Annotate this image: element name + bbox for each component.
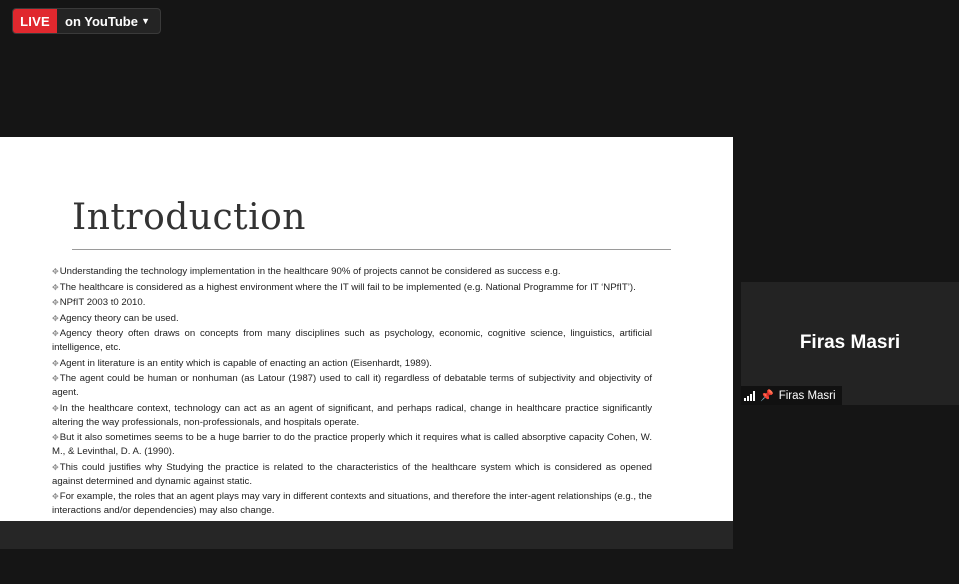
- diamond-bullet-icon: ✥: [52, 492, 59, 501]
- slide-bullet: ✥In the healthcare context, technology can act as an agent of significant, and perhaps radical, change in healthcare practice significantly altering the way professionals, non-professionals, and hospitals operate.: [52, 402, 652, 428]
- slide-bullet: ✥For example, the roles that an agent plays may vary in different contexts and situations, and therefore the inter-agent relationships (e.g., the interactions and/or dependencies) may also change.: [52, 491, 653, 516]
- diamond-bullet-icon: ✥: [52, 358, 59, 368]
- slide-bullet-list: [48, 265, 652, 520]
- slide-bullet: ✥The agent could be human or nonhuman (as Latour (1987) used to call it) regardless of debatable terms of subjectivity and objectivity of agent.: [52, 373, 652, 398]
- diamond-bullet-icon: ✥: [52, 329, 59, 338]
- shared-screen-slide: [0, 137, 733, 521]
- slide-bullet: ✥This could justifies why Studying the practice is related to the characteristics of the healthcare system which is considered as opened against determined and dynamic against static.: [52, 461, 652, 487]
- signal-strength-icon: [744, 391, 755, 401]
- live-stream-button[interactable]: [12, 8, 161, 34]
- pin-icon: 📌: [760, 390, 774, 402]
- slide-bottom-overlay: [0, 521, 733, 549]
- diamond-bullet-icon: ✥: [52, 298, 59, 307]
- participant-name-label: [741, 386, 842, 405]
- diamond-bullet-icon: ✥: [52, 374, 59, 383]
- slide-bullet: ✥Understanding the technology implementation in the healthcare 90% of projects cannot be considered as success e.g.: [52, 266, 561, 277]
- slide-bullet: ✥But it also sometimes seems to be a huge barrier to do the practice properly which it requires what is called absorptive capacity Cohen, W. M., & Levinthal, D. A. (1990).: [52, 432, 652, 457]
- participant-label-text: Firas Masri: [778, 389, 836, 402]
- diamond-bullet-icon: ✥: [52, 282, 59, 292]
- live-badge: LIVE: [13, 9, 57, 33]
- diamond-bullet-icon: ✥: [52, 462, 59, 472]
- participant-video-tile[interactable]: [741, 282, 959, 405]
- diamond-bullet-icon: ✥: [52, 403, 59, 413]
- chevron-down-icon[interactable]: ▼: [141, 16, 150, 26]
- slide-bullet: ✥Agency theory can be used.: [52, 312, 179, 324]
- diamond-bullet-icon: ✥: [52, 267, 59, 276]
- diamond-bullet-icon: ✥: [52, 313, 59, 323]
- title-divider: [72, 249, 671, 250]
- live-platform-label: on YouTube: [65, 13, 138, 29]
- participant-display-name: Firas Masri: [799, 332, 901, 353]
- diamond-bullet-icon: ✥: [52, 433, 59, 442]
- slide-bullet: ✥Agent in literature is an entity which is capable of enacting an action (Eisenhardt, 1989).: [52, 357, 432, 369]
- slide-bullet: ✥NPfIT 2003 t0 2010.: [52, 297, 146, 308]
- slide-bullet: ✥Agency theory often draws on concepts from many disciplines such as psychology, economic, cognitive science, linguistics, artificial intelligence, etc.: [52, 328, 652, 353]
- slide-bullet: ✥The healthcare is considered as a highest environment where the IT will fail to be implemented (e.g. National Programme for IT ‘NPfIT’).: [52, 281, 636, 293]
- slide-title: Introduction: [72, 197, 306, 238]
